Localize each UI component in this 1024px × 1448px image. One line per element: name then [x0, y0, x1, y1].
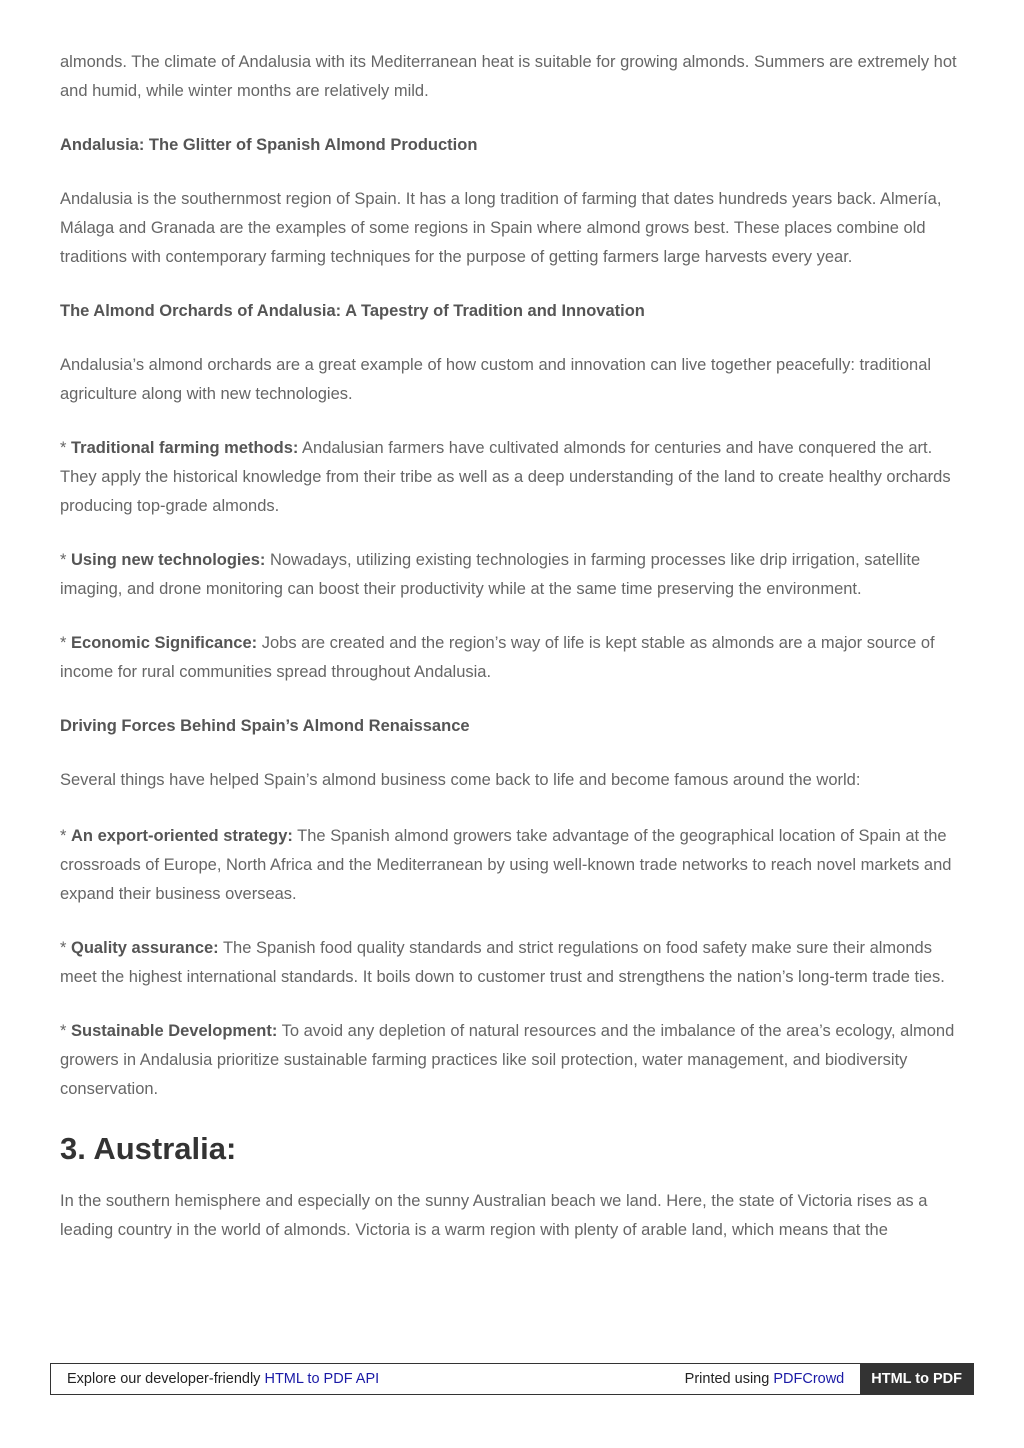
- html-to-pdf-badge[interactable]: HTML to PDF: [860, 1364, 973, 1394]
- bullet-term: Economic Significance:: [71, 634, 258, 652]
- bullet-text: Jobs are created and the region’s way of life is kept stable as almonds are a major source of income for rural communities spread throughout Andalusia.: [60, 634, 935, 681]
- bullet-traditional-farming: [60, 434, 965, 521]
- footer-explore-text: Explore our developer-friendly: [67, 1371, 261, 1387]
- pdfcrowd-link[interactable]: PDFCrowd: [773, 1371, 845, 1387]
- bullet-term: Traditional farming methods:: [71, 439, 299, 457]
- bullet-new-technologies: [60, 546, 965, 604]
- intro-paragraph: almonds. The climate of Andalusia with its Mediterranean heat is suitable for growing almonds. Summers are extremely hot and humid, while winter months are relatively mild.: [60, 53, 957, 100]
- bullet-quality-assurance: [60, 934, 965, 992]
- bullet-sustainable-development: [60, 1017, 965, 1104]
- heading-glitter: Andalusia: The Glitter of Spanish Almond Production: [60, 136, 478, 154]
- bullet-term: Sustainable Development:: [71, 1022, 278, 1040]
- bullet-marker: *: [60, 939, 72, 957]
- pdf-footer-bar: [50, 1363, 974, 1395]
- footer-explore: [51, 1364, 685, 1394]
- bullet-text: The Spanish food quality standards and strict regulations on food safety make sure their almonds meet the highest international standards. It boils down to customer trust and strengthens the nation’s long-term trade ties.: [60, 939, 945, 986]
- bullet-text: Andalusian farmers have cultivated almonds for centuries and have conquered the art. They apply the historical knowledge from their tribe as well as a deep understanding of the land to create healthy orchards producing top-grade almonds.: [60, 439, 951, 515]
- bullet-marker: *: [60, 551, 72, 569]
- article-content: [60, 48, 965, 1270]
- bullet-marker: *: [60, 1022, 72, 1040]
- bullet-export-strategy: [60, 822, 965, 909]
- bullet-term: Using new technologies:: [71, 551, 266, 569]
- bullet-term: Quality assurance:: [71, 939, 219, 957]
- bullet-text: Nowadays, utilizing existing technologies in farming processes like drip irrigation, satellite imaging, and drone monitoring can boost their productivity while at the same time preserving the environment.: [60, 551, 921, 598]
- heading-driving-forces: Driving Forces Behind Spain’s Almond Renaissance: [60, 717, 470, 735]
- bullet-marker: *: [60, 634, 72, 652]
- bullet-marker: *: [60, 439, 72, 457]
- bullet-text: The Spanish almond growers take advantage of the geographical location of Spain at the crossroads of Europe, North Africa and the Mediterranean by using well-known trade networks to reach novel markets and expand their business overseas.: [60, 827, 952, 903]
- paragraph-orchards: Andalusia’s almond orchards are a great example of how custom and innovation can live together peacefully: traditional agriculture along with new technologies.: [60, 356, 932, 403]
- bullet-marker: *: [60, 827, 72, 845]
- paragraph-glitter: Andalusia is the southernmost region of Spain. It has a long tradition of farming that dates hundreds years back. Almería, Málaga and Granada are the examples of some regions in Spain where almond grows best. These places combine old traditions with contemporary farming techniques for the purpose of getting farmers large harvests every year.: [60, 190, 942, 266]
- bullet-text: To avoid any depletion of natural resources and the imbalance of the area’s ecology, almond growers in Andalusia prioritize sustainable farming practices like soil protection, water management, and biodiversity conservation.: [60, 1022, 955, 1098]
- heading-australia: 3. Australia:: [60, 1131, 237, 1166]
- bullet-economic-significance: [60, 629, 965, 687]
- heading-orchards: The Almond Orchards of Andalusia: A Tapestry of Tradition and Innovation: [60, 302, 645, 320]
- html-to-pdf-api-link[interactable]: HTML to PDF API: [264, 1371, 380, 1387]
- footer-printed-text: Printed using: [684, 1371, 770, 1387]
- bullet-term: An export-oriented strategy:: [71, 827, 293, 845]
- paragraph-driving-forces: Several things have helped Spain’s almond business come back to life and become famous around the world:: [60, 771, 861, 789]
- footer-printed: [685, 1364, 861, 1394]
- paragraph-australia: In the southern hemisphere and especially on the sunny Australian beach we land. Here, the state of Victoria rises as a leading country in the world of almonds. Victoria is a warm region with plenty of arable land, which means that the: [60, 1192, 928, 1239]
